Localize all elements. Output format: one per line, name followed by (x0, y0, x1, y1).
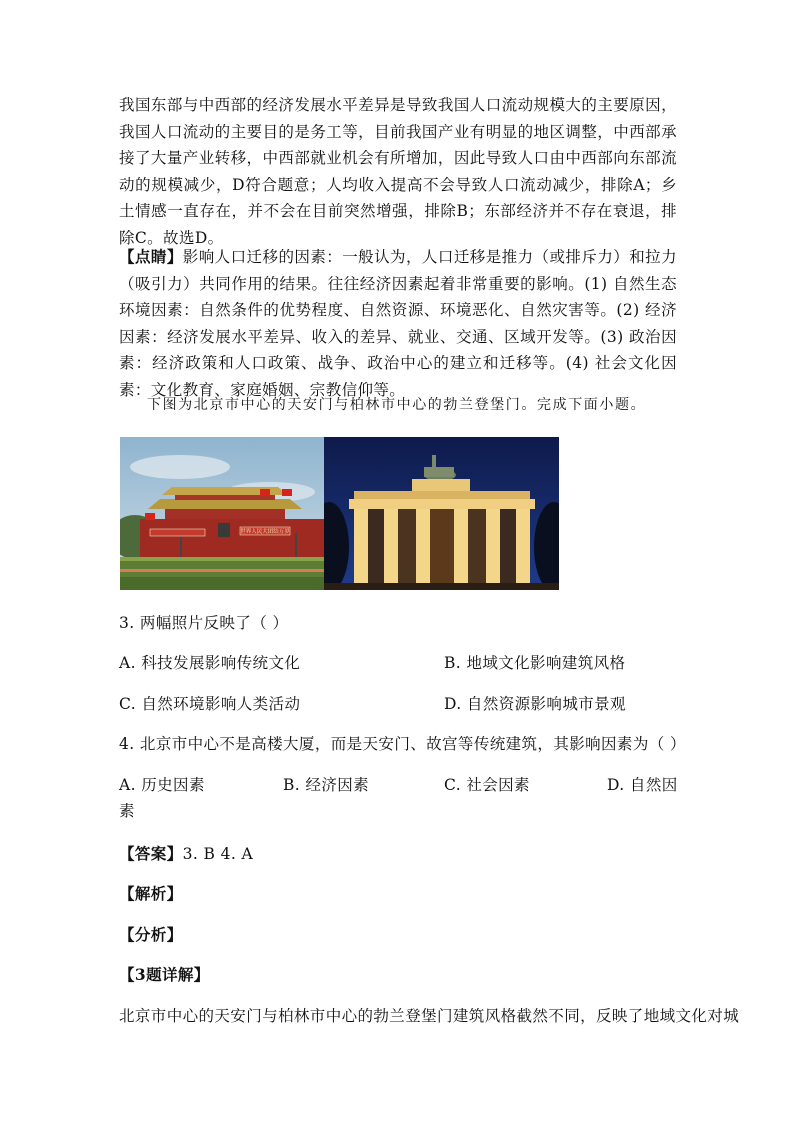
q3-detail-text: 北京市中心的天安门与柏林市中心的勃兰登堡门建筑风格截然不同，反映了地域文化对城 (119, 1007, 740, 1025)
q3-detail-heading: 【3题详解】 (119, 965, 210, 984)
q3-option-a: A. 科技发展影响传统文化 (119, 654, 301, 672)
q4-option-d-wrap: 素 (119, 802, 135, 820)
answer-line (119, 843, 253, 865)
dianjing-label: 【点睛】 (119, 247, 183, 266)
q4-option-b: B. 经济因素 (283, 776, 370, 794)
q4-stem: 4. 北京市中心不是高楼大厦，而是天安门、故宫等传统建筑，其影响因素为（ ） (119, 735, 686, 753)
answer-text: 3. B 4. A (182, 845, 254, 863)
answer-label: 【答案】 (119, 844, 183, 863)
brandenburg-gate-photo (324, 437, 559, 590)
q3-option-d: D. 自然资源影响城市景观 (444, 695, 626, 713)
dianjing-text: 影响人口迁移的因素：一般认为，人口迁移是推力（或排斥力）和拉力（吸引力）共同作用的结果。往往经济因素起着非常重要的影响。(1) 自然生态环境因素：自然条件的优势程度、自然资源、环境恶化、自然灾害等。(2) 经济因素：经济发展水平差异、收入的差异、就业、交通、区域开发等。(3) 政治因素：经济政策和人口政策、战争、政治中心的建立和迁移等。(4) 社会文化因素：文化教育、家庭婚姻、宗教信仰等。 (119, 248, 677, 399)
q3-option-c: C. 自然环境影响人类活动 (119, 695, 301, 713)
q4-option-c: C. 社会因素 (444, 776, 530, 794)
analysis-paragraph: 我国东部与中西部的经济发展水平差异是导致我国人口流动规模大的主要原因，我国人口流动的主要目的是务工等，目前我国产业有明显的地区调整，中西部承接了大量产业转移，中西部就业机会有所增加，因此导致人口由中西部向东部流动的规模减少，D符合题意；人均收入提高不会导致人口流动减少，排除A；乡土情感一直存在，并不会在目前突然增强，排除B；东部经济并不存在衰退，排除C。故选D。 (119, 96, 677, 247)
q3-option-b: B. 地域文化影响建筑风格 (444, 654, 626, 672)
dianjing-paragraph (119, 244, 677, 403)
tiananmen-photo (120, 437, 324, 590)
q4-option-d: D. 自然因 (607, 776, 678, 794)
q4-option-a: A. 历史因素 (119, 776, 205, 794)
fenxi-heading: 【分析】 (119, 925, 183, 944)
figure-caption: 下图为北京市中心的天安门与柏林市中心的勃兰登堡门。完成下面小题。 (147, 397, 647, 413)
jiexi-heading: 【解析】 (119, 884, 183, 903)
banner-text: 世界人民大团结万岁 (240, 529, 290, 535)
q3-stem: 3. 两幅照片反映了（ ） (119, 614, 289, 632)
